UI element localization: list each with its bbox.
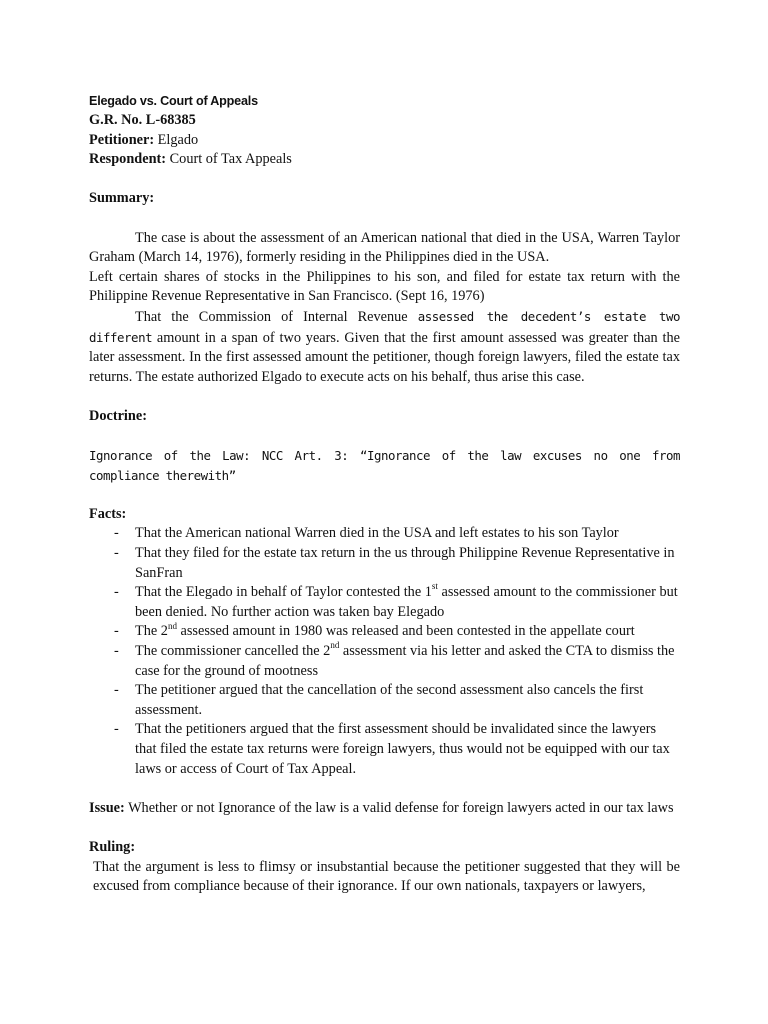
fact-text: That the petitioners argued that the first assessment should be invalidated since the lawyers that filed the estate tax returns were foreign lawyers, thus would not be equipped with our tax laws or access of Court of Tax Appeal. <box>135 721 670 777</box>
gr-number <box>89 111 680 131</box>
fact-text: That the American national Warren died in the USA and left estates to his son Taylor <box>135 525 619 542</box>
fact-item <box>89 583 680 622</box>
fact-text-post: assessed amount to the commissioner but been denied. No further action was taken bay Elegado <box>135 584 678 620</box>
ruling-heading: Ruling: <box>89 838 136 855</box>
fact-item <box>89 642 680 681</box>
list-dash: - <box>114 525 119 542</box>
fact-superscript: st <box>431 581 438 592</box>
fact-text-post: assessment via his letter and asked the CTA to dismiss the case for the ground of mootness <box>135 643 675 679</box>
case-title: Elegado vs. Court of Appeals <box>89 94 258 108</box>
summary-heading: Summary: <box>89 190 155 207</box>
fact-item <box>89 544 680 583</box>
facts-list <box>89 524 680 779</box>
fact-text: The petitioner argued that the cancellation of the second assessment also cancels the first assessment. <box>135 682 644 718</box>
fact-item <box>89 622 680 642</box>
summary-paragraph-2: Left certain shares of stocks in the Philippines to his son, and filed for estate tax return with the Philippine Revenue Representative in San Francisco. (Sept 16, 1976) <box>89 268 680 305</box>
issue-label: Issue: <box>89 799 125 816</box>
summary-paragraph-3 <box>89 307 680 387</box>
petitioner-label: Petitioner: <box>89 131 155 148</box>
list-dash: - <box>114 643 119 660</box>
fact-text-pre: That the Elegado in behalf of Taylor contested the 1 <box>135 584 432 601</box>
issue-text: Whether or not Ignorance of the law is a valid defense for foreign lawyers acted in our tax laws <box>124 799 674 816</box>
doctrine-text: Ignorance of the Law: NCC Art. 3: “Ignorance of the law excuses no one from compliance therewith” <box>89 448 680 483</box>
fact-item <box>89 720 680 779</box>
fact-text-post: assessed amount in 1980 was released and been contested in the appellate court <box>176 623 635 640</box>
petitioner-value: Elgado <box>154 131 199 148</box>
fact-item <box>89 524 680 544</box>
fact-item <box>89 681 680 720</box>
facts-heading: Facts: <box>89 505 127 522</box>
fact-superscript: nd <box>167 620 177 631</box>
fact-text-pre: The commissioner cancelled the 2 <box>135 643 331 660</box>
summary-paragraph-1: The case is about the assessment of an American national that died in the USA, Warren Taylor Graham (March 14, 1976), formerly residing in the Philippines died in the USA. <box>89 229 680 266</box>
list-dash: - <box>114 623 119 640</box>
gr-number-text: G.R. No. L-68385 <box>89 112 196 128</box>
list-dash: - <box>114 682 119 699</box>
list-dash: - <box>114 721 119 738</box>
issue-paragraph <box>89 799 680 819</box>
list-dash: - <box>114 584 119 601</box>
fact-text: That they filed for the estate tax return in the us through Philippine Revenue Representative in SanFran <box>135 545 675 581</box>
summary-paragraph-3-start: That the Commission of Internal Revenue <box>135 308 418 325</box>
summary-paragraph-3-end: amount in a span of two years. Given that the first amount assessed was greater than the later assessment. In the first assessed amount the petitioner, though foreign lawyers, filed the estate tax returns. The estate authorized Elgado to execute acts on his behalf, thus arise this case. <box>89 329 680 385</box>
fact-superscript: nd <box>330 640 340 651</box>
petitioner-line <box>89 131 680 151</box>
doctrine-heading: Doctrine: <box>89 407 147 424</box>
respondent-label: Respondent: <box>89 151 167 168</box>
summary-paragraph-3-mono: assessed the decedent’s estate two different <box>89 308 680 345</box>
ruling-text: That the argument is less to flimsy or insubstantial because the petitioner suggested that they will be excused from compliance because of their ignorance. If our own nationals, taxpayers or lawyers, <box>93 858 680 895</box>
respondent-value: Court of Tax Appeals <box>166 151 292 168</box>
fact-text-pre: The 2 <box>135 623 168 640</box>
list-dash: - <box>114 545 119 562</box>
respondent-line <box>89 150 680 170</box>
